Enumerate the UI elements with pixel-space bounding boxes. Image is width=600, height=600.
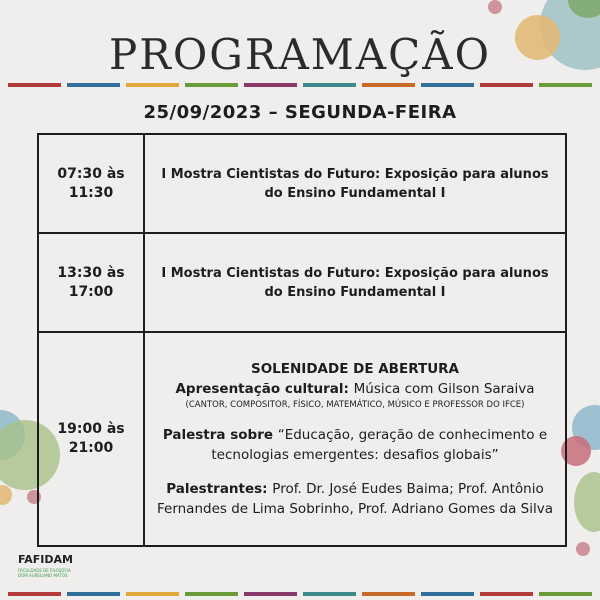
page-title: PROGRAMAÇÃO (108, 30, 492, 79)
schedule-row (38, 332, 566, 546)
time-cell (38, 332, 144, 546)
speakers-text: Prof. Dr. José Eudes Baima; Prof. Antônio Fernandes de Lima Sobrinho, Prof. Adriano Gomes da Silva (156, 481, 554, 517)
stripe-segment (126, 83, 179, 87)
description-cell (144, 134, 566, 233)
time-cell (38, 233, 144, 332)
stripe-segment (480, 592, 533, 596)
cultural-text: Música com Gilson Saraiva (353, 381, 535, 397)
fafidam-logo-subtitle: FACULDADE DE FILOSOFIA DOM AURELIANO MATOS (18, 568, 71, 578)
time-cell (38, 134, 144, 233)
stripe-segment (480, 83, 533, 87)
description-cell (144, 233, 566, 332)
description-line: do Ensino Fundamental I (264, 185, 446, 201)
stripe-segment (8, 83, 61, 87)
talk-text: “Educação, geração de conhecimento e tecnologias emergentes: desafios globais” (211, 427, 548, 463)
stripe-segment (303, 592, 356, 596)
talk-label: Palestra sobre (162, 427, 274, 443)
schedule-row (38, 233, 566, 332)
stripe-segment (126, 592, 179, 596)
time-start: 13:30 às (57, 264, 125, 281)
time-start: 07:30 às (57, 165, 125, 182)
stripe-segment (67, 592, 120, 596)
stripe-segment (8, 592, 61, 596)
description-cell (144, 332, 566, 546)
event-date: 25/09/2023 – SEGUNDA-FEIRA (143, 102, 457, 123)
decor-circle (0, 485, 12, 505)
stripe-segment (244, 83, 297, 87)
stripe-segment (421, 592, 474, 596)
description-line: I Mostra Cientistas do Futuro: Exposição para alunos (161, 265, 549, 281)
time-end: 17:00 (68, 283, 114, 300)
stripe-segment (421, 83, 474, 87)
stripe-segment (362, 83, 415, 87)
schedule-table (37, 133, 567, 547)
time-end: 11:30 (68, 184, 114, 201)
schedule-row (38, 134, 566, 233)
time-end: 21:00 (68, 440, 114, 456)
stripe-segment (67, 83, 120, 87)
bottom-color-stripe (8, 592, 592, 596)
decor-circle (574, 472, 600, 532)
fafidam-logo: FAFIDAM (18, 553, 73, 566)
stripe-segment (362, 592, 415, 596)
stripe-segment (303, 83, 356, 87)
decor-circle (488, 0, 502, 14)
decor-circle (576, 542, 590, 556)
stripe-segment (539, 592, 592, 596)
cultural-label: Apresentação cultural: (175, 381, 349, 397)
description-line: I Mostra Cientistas do Futuro: Exposição para alunos (161, 166, 549, 182)
description-line: do Ensino Fundamental I (264, 284, 446, 300)
opening-heading: SOLENIDADE DE ABERTURA (250, 361, 460, 377)
stripe-segment (185, 592, 238, 596)
stripe-segment (244, 592, 297, 596)
stripe-segment (185, 83, 238, 87)
stripe-segment (539, 83, 592, 87)
cultural-note: (CANTOR, COMPOSITOR, FÍSICO, MATEMÁTICO, MÚSICO E PROFESSOR DO IFCE) (185, 400, 525, 410)
speakers-label: Palestrantes: (166, 481, 268, 497)
top-color-stripe (8, 83, 592, 87)
time-start: 19:00 às (57, 421, 125, 437)
